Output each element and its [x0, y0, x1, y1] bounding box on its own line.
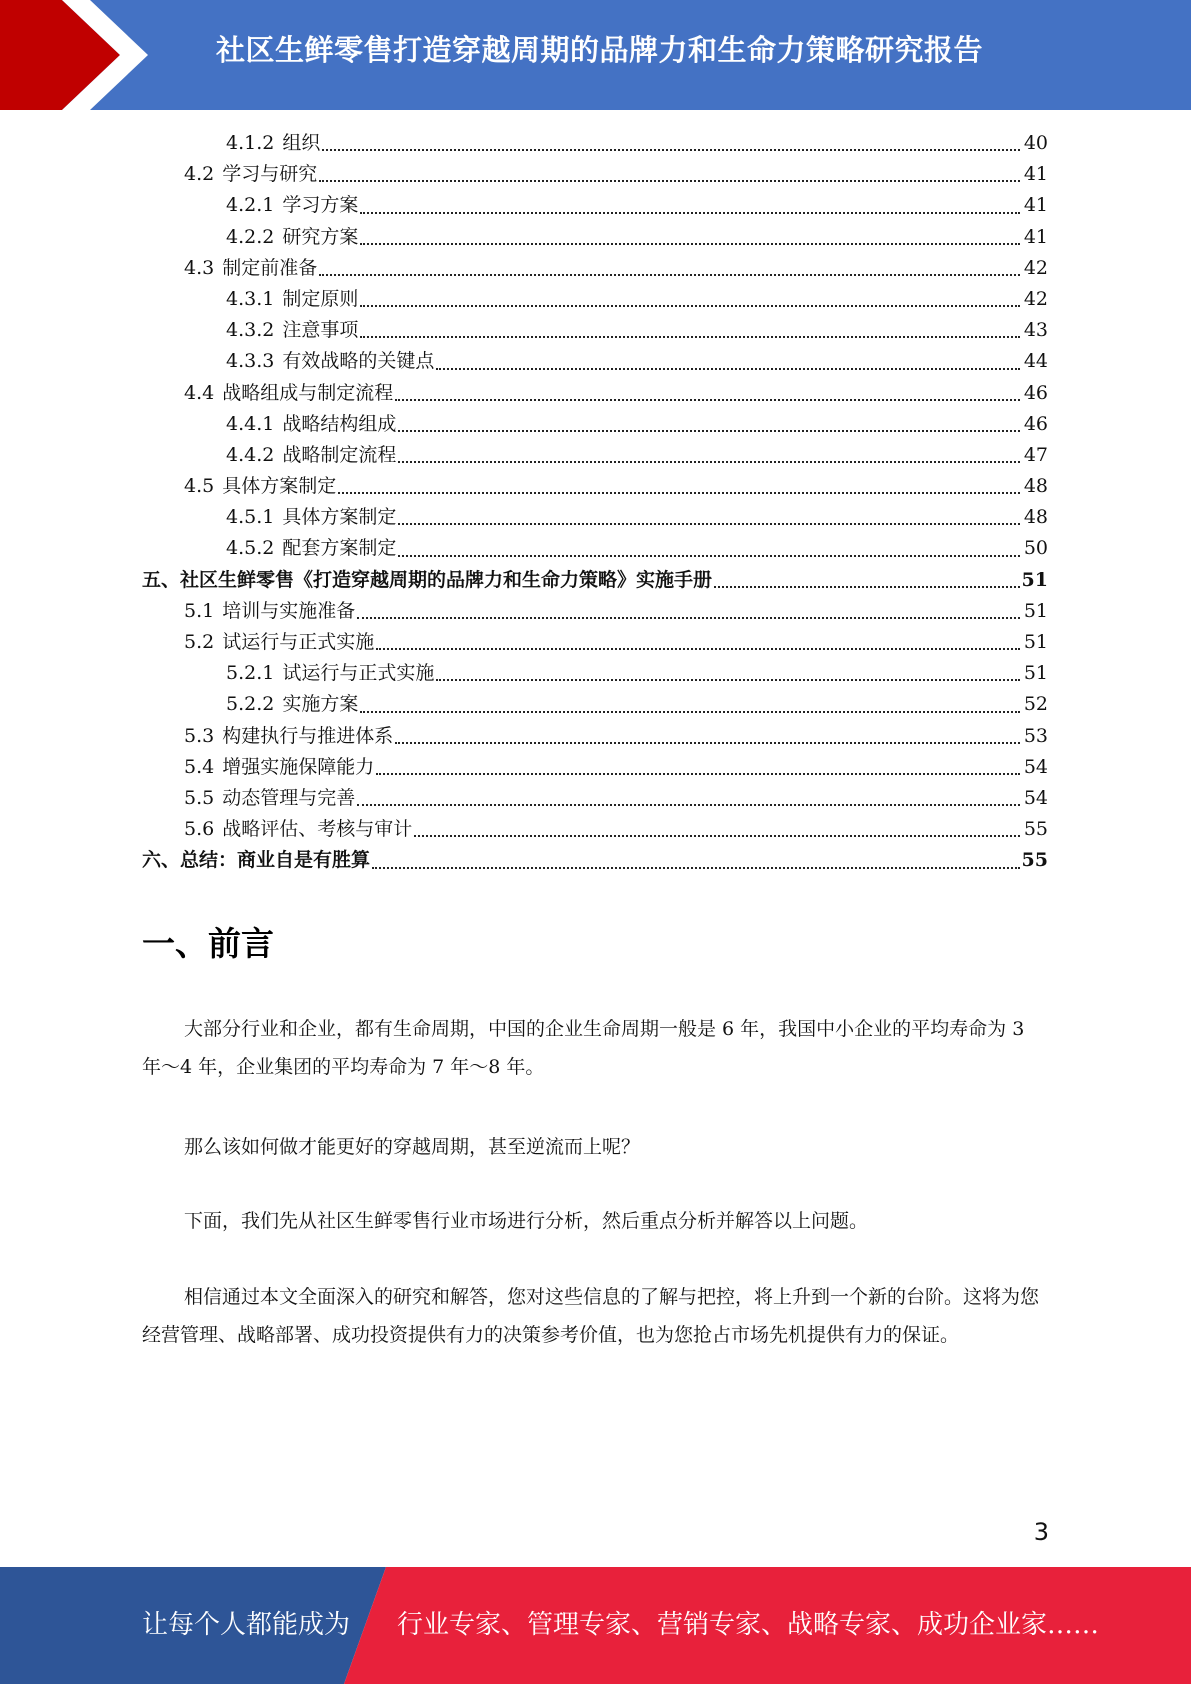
toc-entry-number: 5.2.1 [226, 662, 275, 685]
toc-entry-number: 4.4 [184, 381, 215, 404]
toc-entry-page: 46 [1023, 412, 1048, 435]
chevron-arrow-graphic [0, 0, 160, 110]
toc-entry[interactable] [142, 845, 1048, 876]
toc-entry-title: 有效战略的关键点 [282, 350, 435, 373]
toc-entry-title: 实施方案 [282, 693, 359, 716]
toc-entry[interactable] [142, 565, 1048, 596]
toc-entry-title: 试运行与正式实施 [222, 631, 375, 653]
page-header [0, 0, 1191, 110]
toc-entry-page: 54 [1023, 786, 1048, 809]
toc-entry-title: 构建执行与推进体系 [222, 724, 394, 747]
toc-entry-page: 55 [1021, 849, 1048, 872]
toc-entry-number: 4.2 [184, 163, 215, 186]
toc-entry-page: 51 [1023, 599, 1048, 622]
toc-entry[interactable] [142, 627, 1048, 658]
toc-dot-leader [398, 460, 1020, 463]
toc-dot-leader [376, 647, 1020, 650]
intro-paragraph-4: 相信通过本文全面深入的研究和解答，您对这些信息的了解与把控，将上升到一个新的台阶。这将为您经营管理、战略部署、成功投资提供有力的决策参考价值，也为您抢占市场先机提供有力的保证。 [142, 1286, 1040, 1346]
toc-dot-leader [398, 522, 1020, 525]
toc-dot-leader [376, 772, 1020, 775]
toc-entry-number: 5.2 [184, 631, 215, 653]
toc-entry-title: 学习与研究 [222, 163, 318, 186]
toc-entry[interactable] [142, 409, 1048, 440]
toc-entry-number: 5.4 [184, 755, 215, 778]
toc-entry-page: 43 [1023, 319, 1048, 342]
toc-entry-page: 51 [1023, 631, 1048, 653]
toc-entry-title: 战略组成与制定流程 [222, 381, 394, 404]
toc-entry[interactable] [142, 471, 1048, 502]
toc-entry[interactable] [142, 721, 1048, 752]
toc-entry-title: 增强实施保障能力 [222, 755, 375, 778]
toc-dot-leader [319, 273, 1020, 276]
toc-entry-page: 46 [1023, 381, 1048, 404]
toc-entry[interactable] [142, 253, 1048, 284]
toc-entry[interactable] [142, 783, 1048, 814]
toc-dot-leader [322, 148, 1020, 151]
toc-dot-leader [357, 803, 1020, 806]
toc-entry[interactable] [142, 596, 1048, 627]
toc-entry[interactable] [142, 128, 1048, 159]
toc-dot-leader [360, 211, 1020, 214]
toc-entry[interactable] [142, 284, 1048, 315]
toc-entry-number: 5.5 [184, 786, 215, 809]
toc-entry-title: 具体方案制定 [222, 475, 337, 498]
toc-dot-leader [395, 741, 1020, 744]
toc-entry[interactable] [142, 440, 1048, 471]
toc-entry[interactable] [142, 533, 1048, 564]
toc-entry-number: 4.5.1 [226, 506, 275, 529]
toc-dot-leader [414, 834, 1020, 837]
table-of-contents [142, 128, 1048, 877]
toc-entry-title: 试运行与正式实施 [282, 662, 435, 685]
toc-entry-title: 注意事项 [282, 319, 359, 342]
toc-dot-leader [338, 491, 1020, 494]
toc-entry[interactable] [142, 315, 1048, 346]
toc-entry-title: 培训与实施准备 [222, 599, 356, 622]
toc-entry[interactable] [142, 190, 1048, 221]
toc-dot-leader [398, 554, 1020, 557]
toc-entry-page: 55 [1023, 818, 1048, 841]
toc-entry[interactable] [142, 378, 1048, 409]
toc-entry-number: 4.2.2 [226, 225, 275, 248]
toc-entry-number: 4.2.1 [226, 194, 275, 217]
toc-entry-number: 4.4.1 [226, 412, 275, 435]
toc-entry-page: 53 [1023, 724, 1048, 747]
toc-entry-title: 学习方案 [282, 194, 359, 217]
toc-dot-leader [360, 335, 1020, 338]
toc-entry-page: 48 [1023, 506, 1048, 529]
toc-entry[interactable] [142, 159, 1048, 190]
toc-entry-title: 具体方案制定 [282, 506, 397, 529]
toc-dot-leader [436, 678, 1020, 681]
toc-entry-title: 研究方案 [282, 225, 359, 248]
toc-entry-number: 4.4.2 [226, 443, 275, 466]
footer-slogan-right: 行业专家、管理专家、营销专家、战略专家、成功企业家…… [397, 1610, 1100, 1640]
toc-entry-title: 五、社区生鲜零售《打造穿越周期的品牌力和生命力策略》实施手册 [142, 568, 713, 591]
toc-dot-leader [357, 616, 1020, 619]
toc-entry[interactable] [142, 346, 1048, 377]
page-number: 3 [1033, 1518, 1049, 1546]
toc-entry-title: 六、总结：商业自是有胜算 [142, 849, 371, 872]
intro-paragraph-3: 下面，我们先从社区生鲜零售行业市场进行分析，然后重点分析并解答以上问题。 [184, 1210, 869, 1232]
intro-paragraph-1: 大部分行业和企业，都有生命周期，中国的企业生命周期一般是 6 年，我国中小企业的平均寿命为 3 年～4 年，企业集团的平均寿命为 7 年～8 年。 [142, 1018, 1025, 1078]
toc-entry[interactable] [142, 502, 1048, 533]
toc-entry-number: 4.3.1 [226, 287, 275, 310]
toc-dot-leader [395, 398, 1020, 401]
toc-entry-title: 战略结构组成 [282, 412, 397, 435]
page-footer [0, 1567, 1191, 1684]
toc-entry-number: 4.3.2 [226, 319, 275, 342]
toc-entry-page: 41 [1023, 163, 1048, 186]
toc-entry-page: 50 [1023, 537, 1048, 560]
toc-entry-number: 4.3.3 [226, 350, 275, 373]
toc-dot-leader [360, 242, 1020, 245]
toc-entry-page: 47 [1023, 443, 1048, 466]
report-title: 社区生鲜零售打造穿越周期的品牌力和生命力策略研究报告 [216, 33, 984, 67]
toc-dot-leader [360, 304, 1020, 307]
toc-entry-page: 41 [1023, 194, 1048, 217]
toc-entry[interactable] [142, 689, 1048, 720]
toc-entry-number: 4.5.2 [226, 537, 275, 560]
footer-slogan-left: 让每个人都能成为 [142, 1610, 351, 1640]
toc-entry-title: 战略制定流程 [282, 443, 397, 466]
toc-entry-page: 41 [1023, 225, 1048, 248]
toc-entry-number: 5.3 [184, 724, 215, 747]
toc-dot-leader [398, 429, 1020, 432]
toc-dot-leader [319, 179, 1020, 182]
toc-entry[interactable] [142, 658, 1048, 689]
toc-entry-title: 动态管理与完善 [222, 786, 356, 809]
toc-entry-page: 51 [1021, 568, 1048, 591]
toc-entry[interactable] [142, 752, 1048, 783]
toc-entry-title: 组织 [282, 132, 321, 154]
toc-entry-number: 4.5 [184, 475, 215, 498]
intro-paragraph-2: 那么该如何做才能更好的穿越周期，甚至逆流而上呢？ [184, 1136, 641, 1158]
toc-dot-leader [436, 367, 1020, 370]
toc-entry-page: 42 [1023, 287, 1048, 310]
toc-entry-title: 制定前准备 [222, 256, 318, 279]
section-heading: 一、前言 [142, 924, 274, 963]
toc-dot-leader [372, 866, 1020, 869]
toc-entry-page: 52 [1023, 693, 1048, 716]
toc-entry-number: 5.1 [184, 599, 215, 622]
toc-entry-title: 战略评估、考核与审计 [222, 818, 413, 841]
toc-entry-number: 4.3 [184, 256, 215, 279]
toc-entry-number: 5.6 [184, 818, 215, 841]
toc-entry[interactable] [142, 222, 1048, 253]
toc-entry-page: 54 [1023, 755, 1048, 778]
toc-entry-page: 48 [1023, 475, 1048, 498]
toc-entry-page: 51 [1023, 662, 1048, 685]
toc-dot-leader [714, 585, 1020, 588]
toc-entry-page: 42 [1023, 256, 1048, 279]
toc-entry[interactable] [142, 814, 1048, 845]
toc-entry-title: 配套方案制定 [282, 537, 397, 560]
toc-entry-page: 44 [1023, 350, 1048, 373]
toc-entry-number: 5.2.2 [226, 693, 275, 716]
toc-dot-leader [360, 710, 1020, 713]
toc-entry-title: 制定原则 [282, 287, 359, 310]
toc-entry-number: 4.1.2 [226, 132, 275, 154]
toc-entry-page: 40 [1023, 132, 1048, 154]
